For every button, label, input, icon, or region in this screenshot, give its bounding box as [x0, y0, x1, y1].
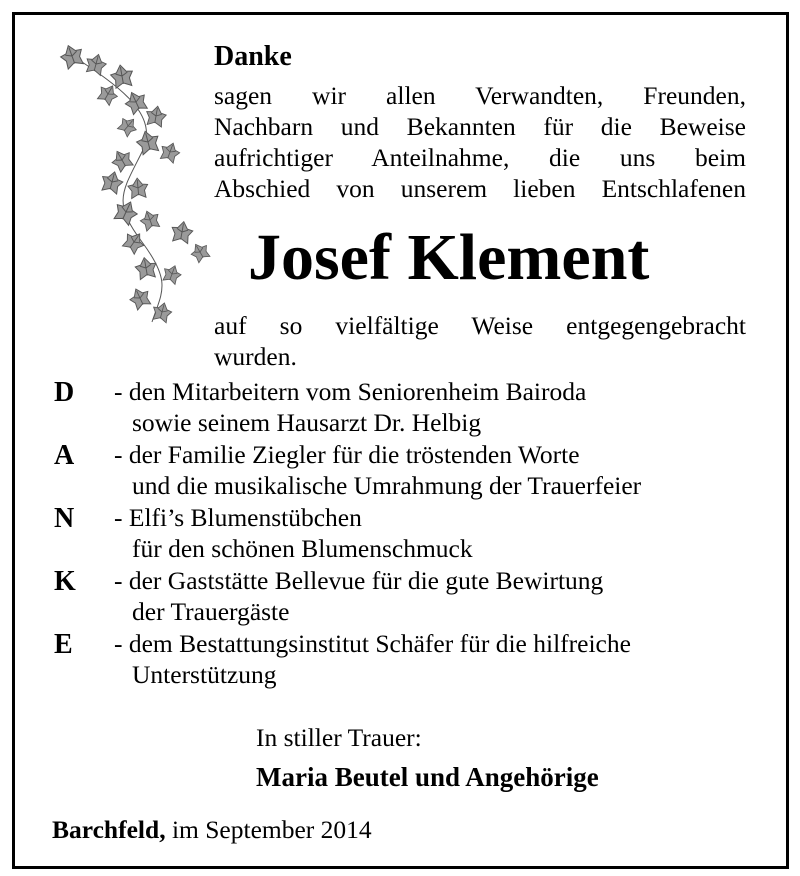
date: im September 2014 [171, 815, 372, 844]
intro-line: Abschied von unserem lieben Entschlafenen [214, 174, 746, 203]
thanks-text [114, 565, 603, 627]
thanks-line: - dem Bestattungsinstitut Schäfer für die hilfreiche [114, 629, 631, 658]
intro-text [214, 80, 746, 204]
deceased-name: Josef Klement [248, 221, 650, 294]
acrostic-letter: D [54, 377, 75, 408]
acrostic-letter: K [54, 566, 76, 597]
thanks-line: Unterstützung [132, 660, 277, 689]
thanks-line: sowie seinem Hausarzt Dr. Helbig [132, 408, 482, 437]
acrostic-letter: A [54, 440, 75, 471]
thanks-item [48, 374, 768, 437]
thanks-line: - der Gaststätte Bellevue für die gute Bewirtung [114, 566, 604, 595]
thanks-line: der Trauergäste [132, 597, 290, 626]
signers: Maria Beutel und Angehörige [256, 762, 599, 792]
mourning-label: In stiller Trauer: [256, 723, 422, 752]
thanks-text [114, 439, 641, 501]
thanks-line: - den Mitarbeitern vom Seniorenheim Bairoda [114, 377, 587, 406]
thanks-item [48, 626, 768, 689]
thanks-text [114, 628, 631, 690]
thanks-line: - der Familie Ziegler für die tröstenden Worte [114, 440, 580, 469]
thanks-item [48, 563, 768, 626]
thanks-text [114, 376, 586, 438]
intro-line: Nachbarn und Bekannten für die Beweise [214, 112, 746, 141]
intro-line: sagen wir allen Verwandten, Freunden, [214, 81, 746, 110]
intro-line: aufrichtiger Anteilnahme, die uns beim [214, 143, 746, 172]
ivy-leaves-icon [52, 42, 212, 332]
acrostic-letter: E [54, 629, 73, 660]
thanks-line: - Elfi’s Blumenstübchen [114, 503, 362, 532]
thanks-list [48, 374, 768, 689]
thanks-item [48, 437, 768, 500]
place-date [52, 814, 372, 845]
thanks-line: für den schönen Blumenschmuck [132, 534, 473, 563]
thanks-line: und die musikalische Umrahmung der Trauerfeier [132, 471, 642, 500]
place: Barchfeld, [52, 815, 166, 844]
after-line: wurden. [214, 342, 297, 371]
thanks-text [114, 502, 473, 564]
after-text [214, 310, 746, 372]
after-line: auf so vielfältige Weise entgegengebracht [214, 311, 746, 340]
thanks-item [48, 500, 768, 563]
heading: Danke [214, 41, 292, 72]
acrostic-letter: N [54, 503, 75, 534]
